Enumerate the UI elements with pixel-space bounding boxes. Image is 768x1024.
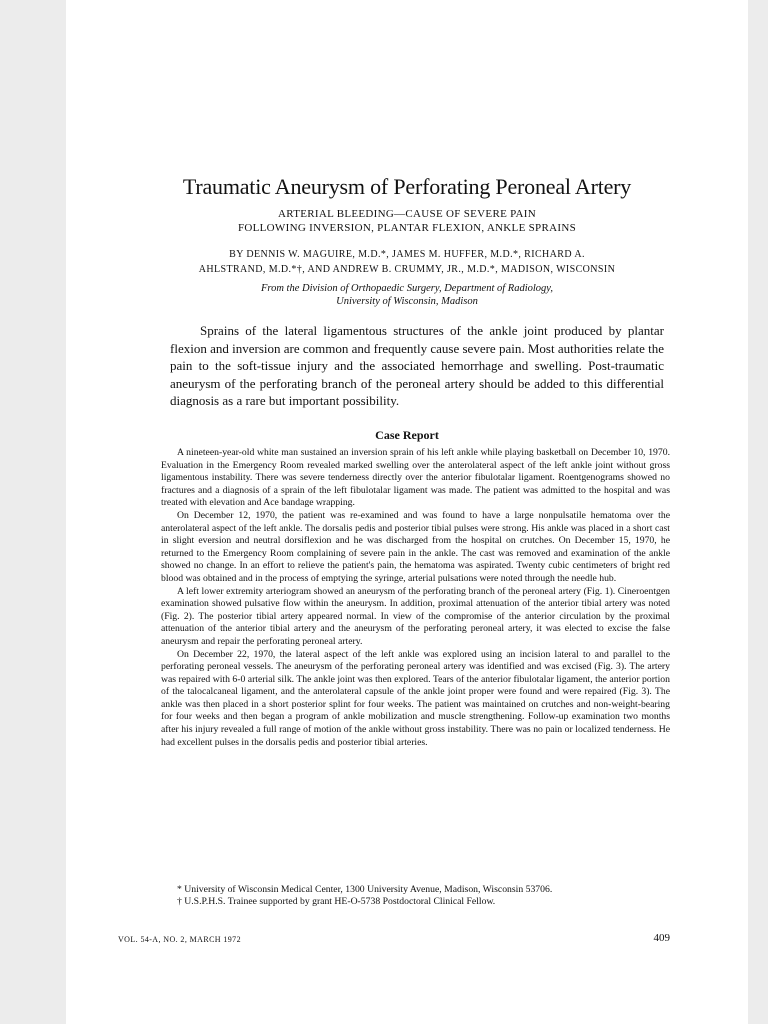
article-subtitle-line2: FOLLOWING INVERSION, PLANTAR FLEXION, ANKLE SPRAINS bbox=[237, 222, 576, 234]
footnotes bbox=[161, 884, 670, 909]
footnote: * University of Wisconsin Medical Center, 1300 University Avenue, Madison, Wisconsin 53706. bbox=[177, 884, 553, 895]
affiliation-line2: University of Wisconsin, Madison bbox=[336, 296, 478, 307]
body-paragraph: On December 12, 1970, the patient was re-examined and was found to have a large nonpulsatile hematoma over the anterolateral aspect of the left ankle. The dorsalis pedis and posterior tibial pulses were strong. His ankle was placed in a short cast in slight eversion and neutral dorsiflexion and he was discharged from the hospital on crutches. On December 15, 1970, he returned to the Emergency Room complaining of severe pain in the ankle. The cast was removed and examination of the ankle showed no change. In an effort to relieve the patient's pain, the hematoma was aspirated. Twenty cubic centimeters of bright red blood was obtained and in the process of emptying the syringe, arterial pulsations were noted through the needle hub. bbox=[161, 509, 670, 584]
authors-line2: AHLSTRAND, M.D.*†, AND ANDREW B. CRUMMY, JR., M.D.*, MADISON, WISCONSIN bbox=[198, 264, 616, 275]
case-report-body bbox=[161, 447, 670, 749]
journal-volume-footer: VOL. 54-A, NO. 2, MARCH 1972 bbox=[118, 935, 241, 944]
section-heading: Case Report bbox=[375, 428, 439, 442]
affiliation-line1: From the Division of Orthopaedic Surgery, Department of Radiology, bbox=[260, 283, 554, 294]
authors-line1: BY DENNIS W. MAGUIRE, M.D.*, JAMES M. HUFFER, M.D.*, RICHARD A. bbox=[229, 249, 585, 260]
footnote: † U.S.P.H.S. Trainee supported by grant HE-O-5738 Postdoctoral Clinical Fellow. bbox=[177, 896, 496, 908]
page-number: 409 bbox=[653, 932, 670, 944]
abstract-paragraph: Sprains of the lateral ligamentous structures of the ankle joint produced by plantar flexion and inversion are common and frequently cause severe pain. Most authorities relate the pain to the soft-tissue injury and the associated hemorrhage and swelling. Post-traumatic aneurysm of the perforating branch of the peroneal artery should be added to this differential diagnosis as a rare but important possibility. bbox=[170, 323, 664, 408]
body-paragraph: A nineteen-year-old white man sustained an inversion sprain of his left ankle while playing basketball on December 10, 1970. Evaluation in the Emergency Room revealed marked swelling over the anterolateral aspect of the left ankle joint without gross ligamentous instability. There was severe tenderness directly over the anterior fibulotalar ligament. Roentgenograms showed no fractures and a diagnosis of a sprain of the left fibulotalar ligament was made. The patient was admitted to the hospital and was treated with elevation and Ace bandage wrapping. bbox=[161, 447, 670, 509]
body-paragraph: A left lower extremity arteriogram showed an aneurysm of the perforating branch of the peroneal artery (Fig. 1). Cineroentgen examination showed pulsative flow within the aneurysm. In addition, proximal attenuation of the anterior tibial artery was noted (Fig. 2). The posterior tibial artery appeared normal. In view of the compromise of the anterior circulation by the proximal attenuation of the anterior tibial artery and the aneurysm of the perforating peroneal artery, it was elected to excise the false aneurysm and repair the perforating peroneal artery. bbox=[161, 585, 670, 647]
article-subtitle-line1: ARTERIAL BLEEDING—CAUSE OF SEVERE PAIN bbox=[277, 208, 537, 220]
journal-page bbox=[66, 0, 748, 1024]
article-title: Traumatic Aneurysm of Perforating Peroneal Artery bbox=[182, 174, 632, 199]
body-paragraph: On December 22, 1970, the lateral aspect of the left ankle was explored using an incision lateral to and parallel to the perforating peroneal vessels. The aneurysm of the perforating peroneal artery was identified and was excised (Fig. 3). The artery was repaired with 6-0 arterial silk. The ankle joint was then explored. Tears of the anterior fibulotalar ligament, the anterior portion of the talocalcaneal ligament, and the anterolateral capsule of the ankle joint proper were found and were repaired (Fig. 3). The ankle was then placed in a short posterior splint for four weeks. The patient was maintained on crutches and non-weight-bearing for four weeks and then began a program of ankle mobilization and muscle strengthening. Follow-up examination two months after his injury revealed a full range of motion of the ankle without gross instability. There was no pain or localized tenderness. He had excellent pulses in the dorsalis pedis and posterior tibial arteries. bbox=[161, 648, 670, 748]
